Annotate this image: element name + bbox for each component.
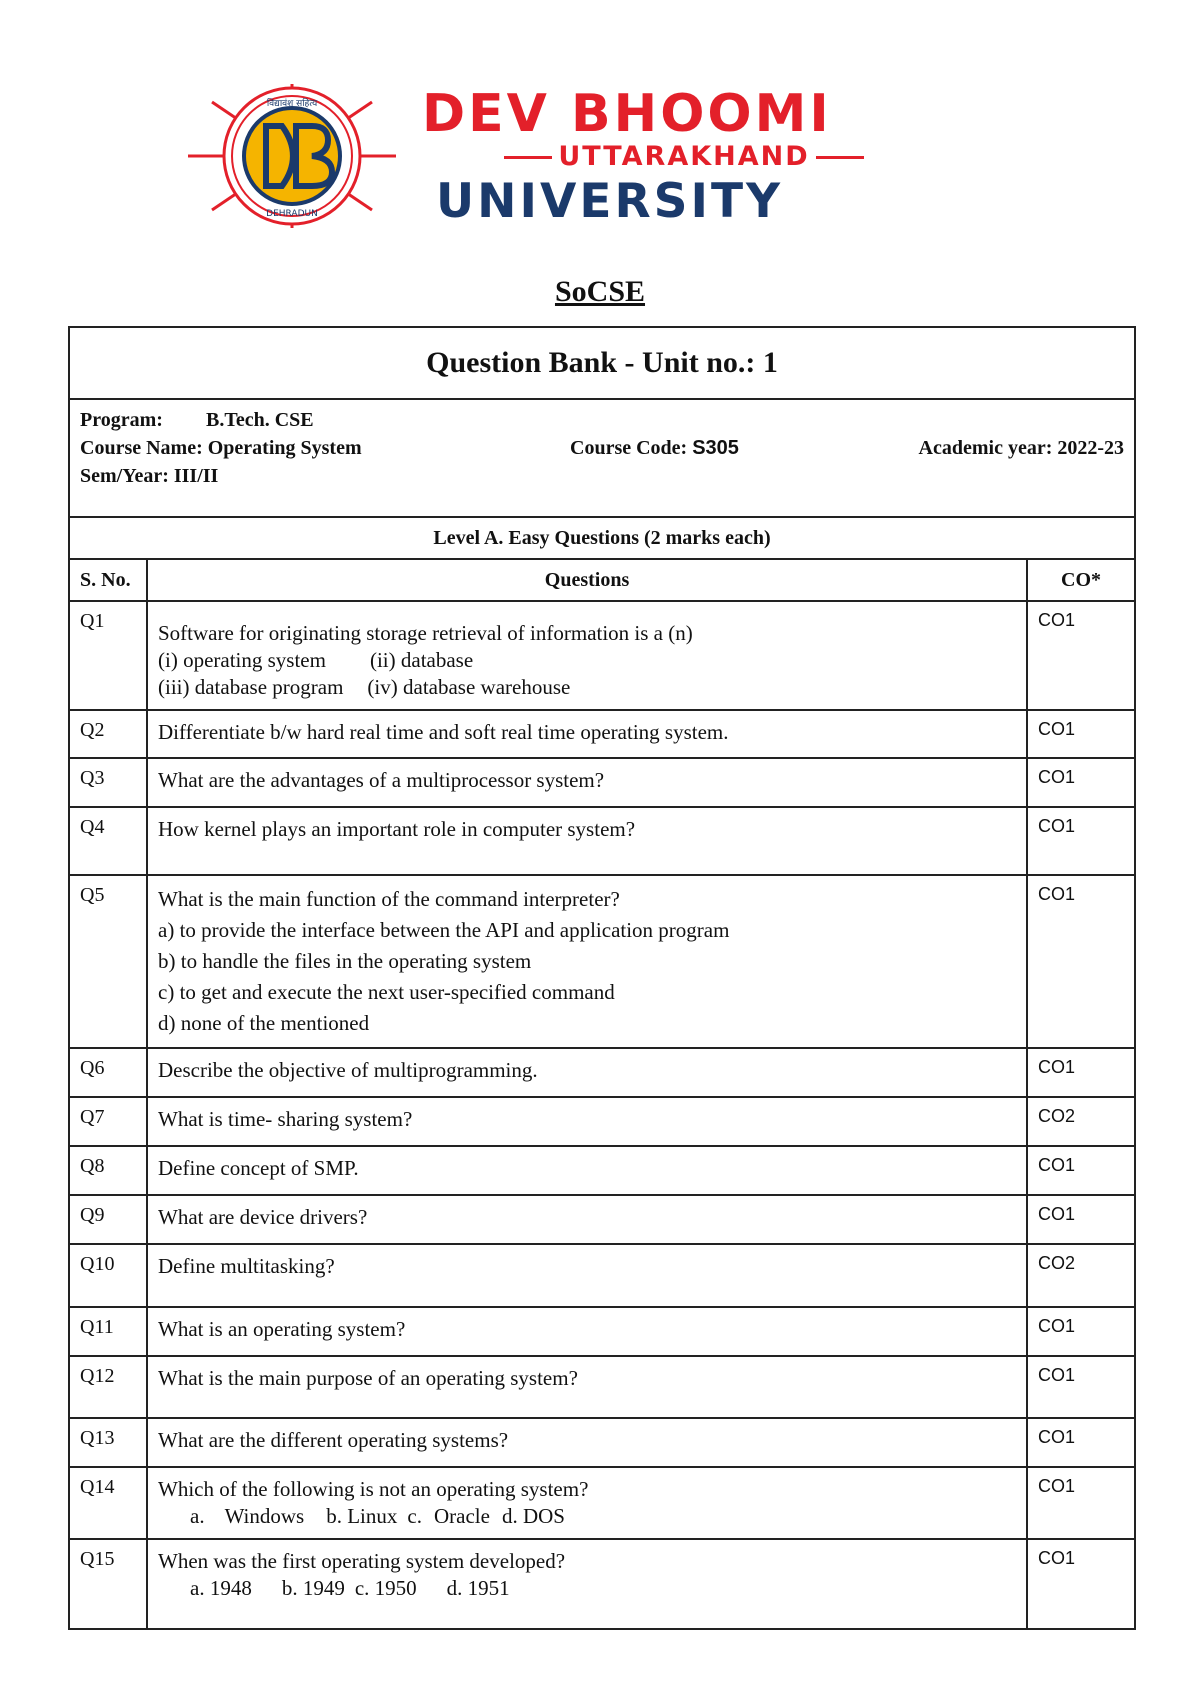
course-outcome: CO1 <box>1027 601 1135 710</box>
option: b) to handle the files in the operating system <box>158 949 532 973</box>
option: (iii) database program <box>158 675 344 699</box>
academic-year-label: Academic year: <box>918 437 1053 459</box>
question-text: What are the different operating systems? <box>147 1418 1027 1467</box>
column-header-sno: S. No. <box>69 559 147 601</box>
option-row <box>158 1503 1016 1530</box>
question-text: Differentiate b/w hard real time and soft real time operating system. <box>147 710 1027 758</box>
table-row <box>69 1539 1135 1629</box>
brand-line-dev-bhoomi: DEV BHOOMI <box>422 84 832 144</box>
course-outcome: CO1 <box>1027 1195 1135 1244</box>
option: c) to get and execute the next user-specified command <box>158 980 615 1004</box>
table-row <box>69 1418 1135 1467</box>
question-text <box>147 875 1027 1048</box>
dash-left <box>504 156 552 159</box>
table-row <box>69 1097 1135 1146</box>
sem-year-row <box>80 462 1124 490</box>
table-row <box>69 1356 1135 1418</box>
question-text: How kernel plays an important role in computer system? <box>147 807 1027 875</box>
option: b. Linux <box>326 1504 398 1528</box>
question-text: What is time- sharing system? <box>147 1097 1027 1146</box>
course-name-label: Course Name: <box>80 437 203 459</box>
question-number: Q12 <box>69 1356 147 1418</box>
question-number: Q5 <box>69 875 147 1048</box>
question-text: Describe the objective of multiprogramming. <box>147 1048 1027 1097</box>
course-outcome: CO1 <box>1027 1467 1135 1539</box>
course-outcome: CO1 <box>1027 710 1135 758</box>
question-number: Q3 <box>69 758 147 807</box>
question-number: Q6 <box>69 1048 147 1097</box>
table-row <box>69 1307 1135 1356</box>
svg-text:DEHRADUN: DEHRADUN <box>266 209 318 219</box>
dash-right <box>816 156 864 159</box>
sem-year: Sem/Year: III/II <box>80 465 219 487</box>
course-outcome: CO1 <box>1027 1539 1135 1629</box>
option: (i) operating system <box>158 648 326 672</box>
course-outcome: CO1 <box>1027 1418 1135 1467</box>
table-row <box>69 1048 1135 1097</box>
program-row <box>80 406 1124 434</box>
course-outcome: CO1 <box>1027 1048 1135 1097</box>
option: d. 1951 <box>446 1576 510 1600</box>
option: a. <box>190 1504 205 1528</box>
column-header-questions: Questions <box>147 559 1027 601</box>
question-stem: When was the first operating system developed? <box>158 1549 566 1573</box>
course-outcome: CO1 <box>1027 875 1135 1048</box>
option: a. 1948 <box>190 1576 252 1600</box>
course-outcome: CO1 <box>1027 807 1135 875</box>
option: a) to provide the interface between the API and application program <box>158 918 730 942</box>
course-outcome: CO1 <box>1027 1307 1135 1356</box>
question-number: Q11 <box>69 1307 147 1356</box>
course-info <box>69 399 1135 517</box>
option: d) none of the mentioned <box>158 1011 370 1035</box>
table-row <box>69 1467 1135 1539</box>
question-text: Define multitasking? <box>147 1244 1027 1307</box>
option: c. <box>407 1504 422 1528</box>
brand-line-uttarakhand <box>422 142 946 172</box>
question-text: What are the advantages of a multiprocessor system? <box>147 758 1027 807</box>
university-emblem-icon <box>182 82 402 230</box>
table-row <box>69 807 1135 875</box>
course-outcome: CO2 <box>1027 1244 1135 1307</box>
program-label: Program: <box>80 409 163 431</box>
course-row <box>80 434 1124 462</box>
course-outcome: CO1 <box>1027 1146 1135 1195</box>
academic-year-value: 2022-23 <box>1057 437 1125 459</box>
option: b. 1949 <box>281 1576 345 1600</box>
table-row <box>69 1244 1135 1307</box>
course-code-label: Course Code: <box>570 437 688 459</box>
question-number: Q1 <box>69 601 147 710</box>
table-row <box>69 758 1135 807</box>
column-header-co: CO* <box>1027 559 1135 601</box>
course-outcome: CO1 <box>1027 758 1135 807</box>
svg-text:विद्यावंश सहित्य: विद्यावंश सहित्य <box>266 99 318 109</box>
question-stem: What is the main function of the command interpreter? <box>158 887 620 911</box>
table-row <box>69 875 1135 1048</box>
question-text <box>147 601 1027 710</box>
question-text <box>147 1467 1027 1539</box>
program-value: B.Tech. CSE <box>206 409 314 431</box>
question-stem: Which of the following is not an operating system? <box>158 1477 589 1501</box>
question-bank-table <box>68 326 1136 1630</box>
option: d. DOS <box>501 1504 565 1528</box>
question-number: Q9 <box>69 1195 147 1244</box>
brand-line-university: UNIVERSITY <box>436 174 784 229</box>
option-row <box>158 674 1016 701</box>
question-text <box>147 1539 1027 1629</box>
question-number: Q4 <box>69 807 147 875</box>
university-logo <box>182 82 972 230</box>
table-row <box>69 601 1135 710</box>
university-wordmark <box>422 84 972 229</box>
page-title: Question Bank - Unit no.: 1 <box>69 327 1135 399</box>
option: c. 1950 <box>354 1576 417 1600</box>
question-number: Q7 <box>69 1097 147 1146</box>
table-row <box>69 1195 1135 1244</box>
question-number: Q10 <box>69 1244 147 1307</box>
course-outcome: CO2 <box>1027 1097 1135 1146</box>
question-number: Q2 <box>69 710 147 758</box>
option: (iv) database warehouse <box>367 675 571 699</box>
question-text: Define concept of SMP. <box>147 1146 1027 1195</box>
course-code <box>570 434 739 462</box>
academic-year <box>919 434 1125 462</box>
question-text: What is the main purpose of an operating system? <box>147 1356 1027 1418</box>
question-text: What is an operating system? <box>147 1307 1027 1356</box>
question-number: Q14 <box>69 1467 147 1539</box>
option-row <box>158 647 1016 674</box>
school-heading: SoCSE <box>554 275 646 308</box>
option-row <box>158 1575 1016 1602</box>
course-code-value: S305 <box>692 437 739 459</box>
option: (ii) database <box>369 648 474 672</box>
question-number: Q8 <box>69 1146 147 1195</box>
question-stem: Software for originating storage retrieval of information is a (n) <box>158 621 693 645</box>
table-row <box>69 1146 1135 1195</box>
table-row <box>69 710 1135 758</box>
course-outcome: CO1 <box>1027 1356 1135 1418</box>
option: Windows <box>224 1504 305 1528</box>
brand-uttarakhand-text: UTTARAKHAND <box>558 141 810 172</box>
question-number: Q13 <box>69 1418 147 1467</box>
option: Oracle <box>433 1504 490 1528</box>
question-number: Q15 <box>69 1539 147 1629</box>
level-heading: Level A. Easy Questions (2 marks each) <box>69 517 1135 559</box>
course-name-value: Operating System <box>207 437 362 459</box>
question-text: What are device drivers? <box>147 1195 1027 1244</box>
